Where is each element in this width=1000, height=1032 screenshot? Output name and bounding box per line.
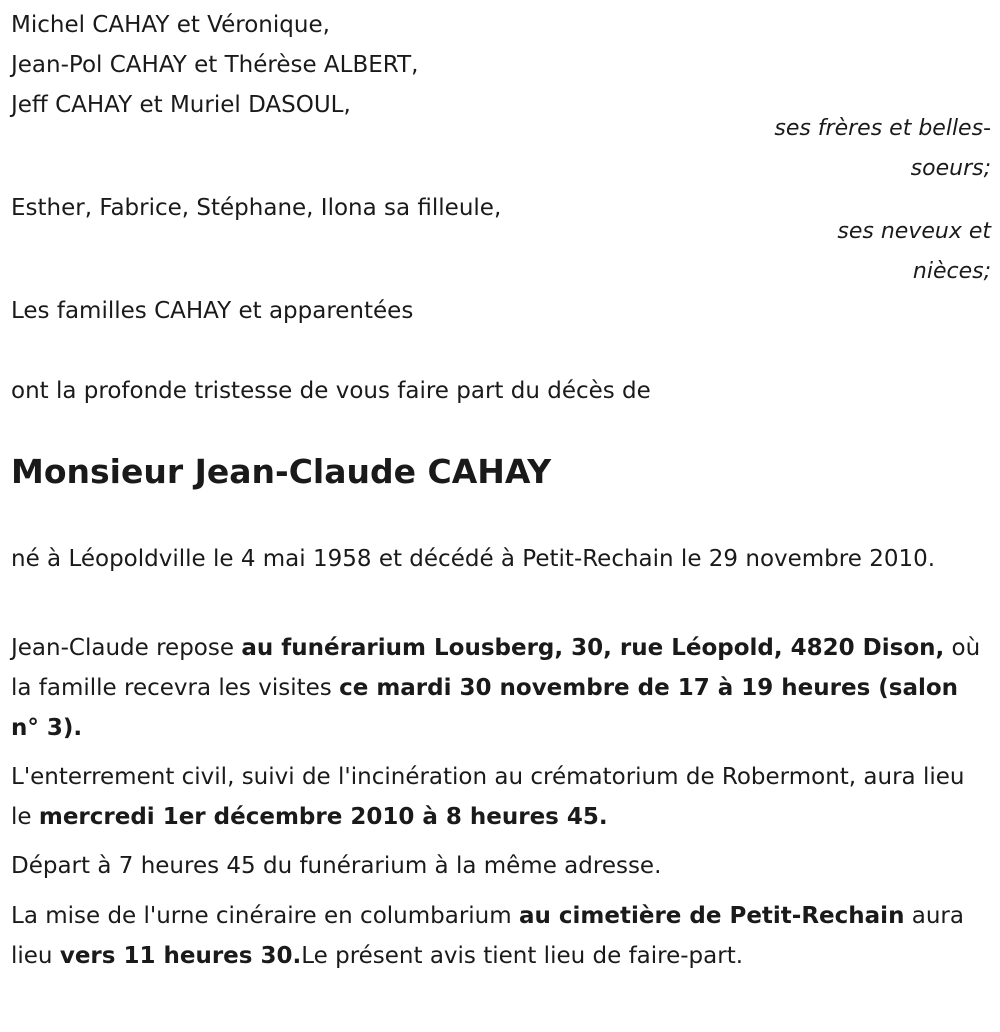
repose-text-2: où la famille recevra les visites <box>11 635 981 701</box>
nephews-line: Esther, Fabrice, Stéphane, Ilona sa filleule, <box>11 195 502 221</box>
cemetery-location: au cimetière de Petit-Rechain <box>518 903 905 929</box>
departure-paragraph: Départ à 7 heures 45 du funérarium à la même adresse. <box>11 853 662 879</box>
funerarium-address: au funérarium Lousberg, 30, rue Léopold, 4820 Dison, <box>241 635 945 661</box>
nephews-role-line-1: ses neveux et <box>837 219 991 244</box>
burial-paragraph <box>11 757 986 837</box>
urn-time: vers 11 heures 30. <box>59 943 302 969</box>
sibling-line-3: Jeff CAHAY et Muriel DASOUL, <box>11 92 351 118</box>
burial-date: mercredi 1er décembre 2010 à 8 heures 45. <box>38 804 608 830</box>
families-line: Les familles CAHAY et apparentées <box>11 298 414 324</box>
repose-text-1: Jean-Claude repose <box>11 635 242 661</box>
visiting-hours: ce mardi 30 novembre de 17 à 19 heures (salon n° 3). <box>11 675 959 741</box>
deceased-name: Monsieur Jean-Claude CAHAY <box>11 452 552 491</box>
urn-text-2: aura lieu <box>11 903 964 969</box>
urn-text-3: Le présent avis tient lieu de faire-part. <box>301 943 744 969</box>
siblings-role-line-2: soeurs; <box>910 156 991 181</box>
repose-paragraph <box>11 628 986 748</box>
sibling-line-2: Jean-Pol CAHAY et Thérèse ALBERT, <box>11 52 419 78</box>
siblings-role-line-1: ses frères et belles- <box>774 116 991 141</box>
announcement-text: ont la profonde tristesse de vous faire part du décès de <box>11 378 651 404</box>
burial-text-1: L'enterrement civil, suivi de l'incinération au crématorium de Robermont, aura lieu le <box>11 764 965 830</box>
sibling-line-1: Michel CAHAY et Véronique, <box>11 12 330 38</box>
urn-paragraph <box>11 896 986 976</box>
nephews-role-line-2: nièces; <box>912 259 991 284</box>
birth-death-paragraph: né à Léopoldville le 4 mai 1958 et décédé à Petit-Rechain le 29 novembre 2010. <box>11 546 936 572</box>
urn-text-1: La mise de l'urne cinéraire en columbarium <box>11 903 519 929</box>
